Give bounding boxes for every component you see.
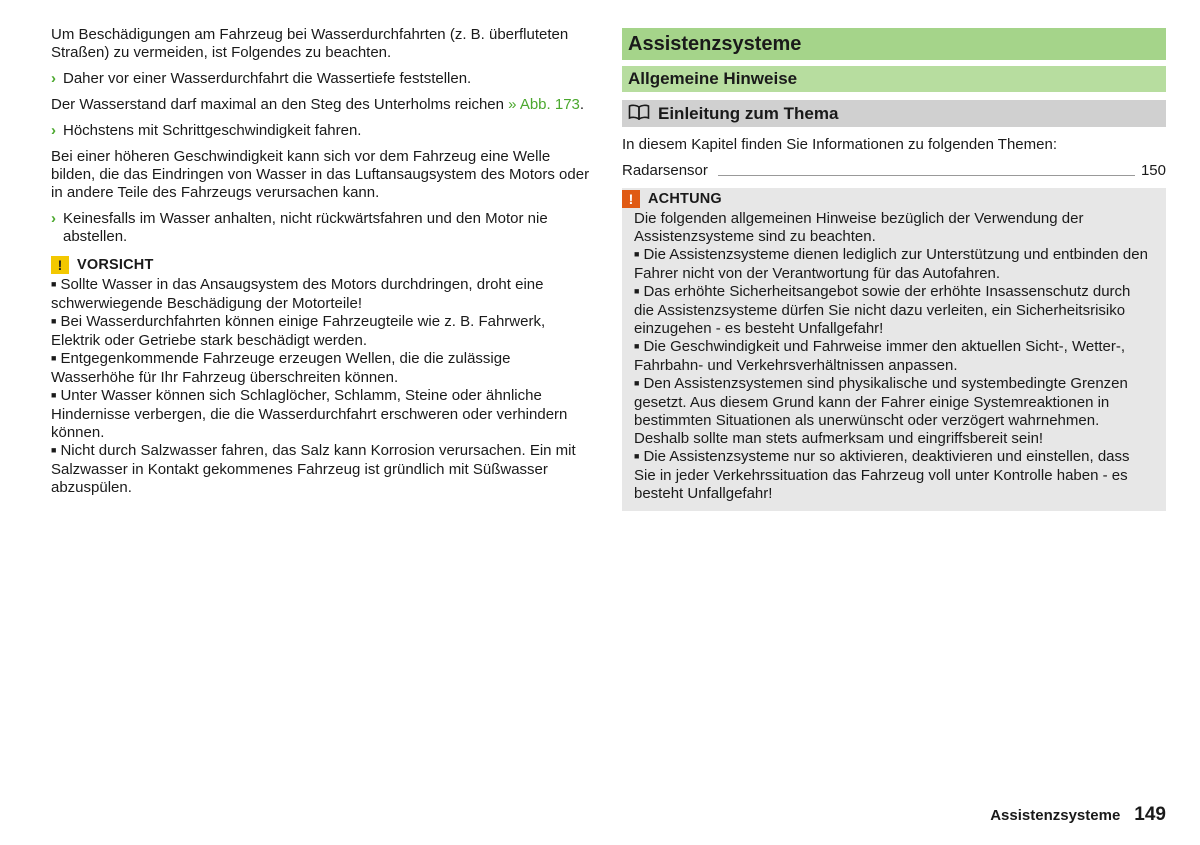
toc-page: 150 bbox=[1140, 162, 1166, 179]
caution-item: ■ Unter Wasser können sich Schlaglöcher, Schlamm, Steine oder ähnliche Hindernisse verbergen, die die Wasserdurchfahrt erschweren oder verhindern können. bbox=[51, 387, 592, 442]
open-book-icon bbox=[628, 104, 650, 124]
warning-header bbox=[622, 190, 1154, 208]
chevron-right-icon: › bbox=[51, 122, 56, 139]
paragraph-text: Der Wasserstand darf maximal an den Steg des Unterholms reichen bbox=[51, 96, 509, 113]
toc-label: Radarsensor bbox=[622, 162, 708, 179]
warning-item: ■ Die Assistenzsysteme nur so aktivieren, deaktivieren und einstellen, dass Sie in jeder Verkehrssituation das Fahrzeug voll unter Kontrolle haben - es besteht Unfallgefahr! bbox=[634, 448, 1154, 503]
topic-heading bbox=[622, 100, 1166, 127]
figure-reference-link[interactable]: » Abb. 173 bbox=[508, 96, 580, 113]
step-item bbox=[51, 210, 592, 246]
chevron-right-icon: › bbox=[51, 210, 56, 227]
page-footer bbox=[990, 804, 1166, 826]
topic-heading-label: Einleitung zum Thema bbox=[658, 103, 839, 123]
step-item bbox=[51, 122, 592, 140]
warning-title: ACHTUNG bbox=[648, 191, 722, 207]
step-text: Daher vor einer Wasserdurchfahrt die Wassertiefe feststellen. bbox=[63, 70, 472, 87]
caution-header bbox=[51, 256, 592, 274]
right-column bbox=[622, 28, 1166, 511]
intro-paragraph: Um Beschädigungen am Fahrzeug bei Wasserdurchfahrten (z. B. überfluteten Straßen) zu vermeiden, ist Folgendes zu beachten. bbox=[51, 26, 569, 61]
step-item bbox=[51, 70, 592, 88]
section-heading: Allgemeine Hinweise bbox=[622, 66, 1166, 92]
caution-box bbox=[51, 256, 592, 497]
warning-item: ■ Die Assistenzsysteme dienen lediglich zur Unterstützung und entbinden den Fahrer nicht von der Verantwortung für das Autofahren. bbox=[634, 246, 1154, 283]
toc-entry[interactable] bbox=[622, 162, 1166, 180]
speed-paragraph: Bei einer höheren Geschwindigkeit kann sich vor dem Fahrzeug eine Welle bilden, die das Eindringen von Wasser in das Luftansaugsystem des Motors oder in andere Teile des Fahrzeugs verursachen kann. bbox=[51, 148, 590, 201]
chevron-right-icon: › bbox=[51, 70, 56, 87]
exclamation-icon: ! bbox=[622, 190, 640, 208]
caution-item: ■ Bei Wasserdurchfahrten können einige Fahrzeugteile wie z. B. Fahrwerk, Elektrik oder Getriebe stark beschädigt werden. bbox=[51, 313, 592, 350]
caution-item: ■ Nicht durch Salzwasser fahren, das Salz kann Korrosion verursachen. Ein mit Salzwasser in Kontakt gekommenes Fahrzeug ist gründlich mit Süßwasser abzuspülen. bbox=[51, 442, 592, 497]
topic-intro: In diesem Kapitel finden Sie Informationen zu folgenden Themen: bbox=[622, 136, 1057, 153]
warning-item: ■ Die Geschwindigkeit und Fahrweise immer den aktuellen Sicht-, Wetter-, Fahrbahn- und Verkehrsverhältnissen anpassen. bbox=[634, 338, 1154, 375]
water-level-paragraph bbox=[51, 96, 592, 114]
exclamation-icon: ! bbox=[51, 256, 69, 274]
toc-leader bbox=[718, 175, 1135, 176]
paragraph-end: . bbox=[579, 96, 585, 113]
caution-item: ■ Entgegenkommende Fahrzeuge erzeugen Wellen, die die zulässige Wasserhöhe für Ihr Fahrzeug überschreiten können. bbox=[51, 350, 592, 387]
chapter-heading: Assistenzsysteme bbox=[622, 28, 1166, 60]
warning-item: ■ Den Assistenzsystemen sind physikalische und systembedingte Grenzen gesetzt. Aus diesem Grund kann der Fahrer einige Systemreaktionen in bestimmten Situationen als unerwünscht oder verzögert wahrnehmen. Deshalb sollte man stets aufmerksam und eingriffsbereit sein! bbox=[634, 375, 1154, 448]
step-text: Höchstens mit Schrittgeschwindigkeit fahren. bbox=[63, 122, 362, 139]
footer-section-title: Assistenzsysteme bbox=[990, 807, 1121, 824]
warning-item: ■ Das erhöhte Sicherheitsangebot sowie der erhöhte Insassenschutz durch die Assistenzsysteme dürfen Sie nicht dazu verleiten, ein Sicherheitsrisiko einzugehen - es besteht Unfallgefahr! bbox=[634, 283, 1154, 338]
warning-box bbox=[622, 188, 1166, 511]
caution-title: VORSICHT bbox=[77, 257, 154, 273]
page-number: 149 bbox=[1134, 804, 1166, 825]
left-column bbox=[51, 26, 592, 497]
warning-lead: Die folgenden allgemeinen Hinweise bezüglich der Verwendung der Assistenzsysteme sind zu beachten. bbox=[634, 210, 1084, 245]
caution-item: ■ Sollte Wasser in das Ansaugsystem des Motors durchdringen, droht eine schwerwiegende Beschädigung der Motorteile! bbox=[51, 276, 592, 313]
step-text: Keinesfalls im Wasser anhalten, nicht rückwärtsfahren und den Motor nie abstellen. bbox=[63, 210, 548, 245]
